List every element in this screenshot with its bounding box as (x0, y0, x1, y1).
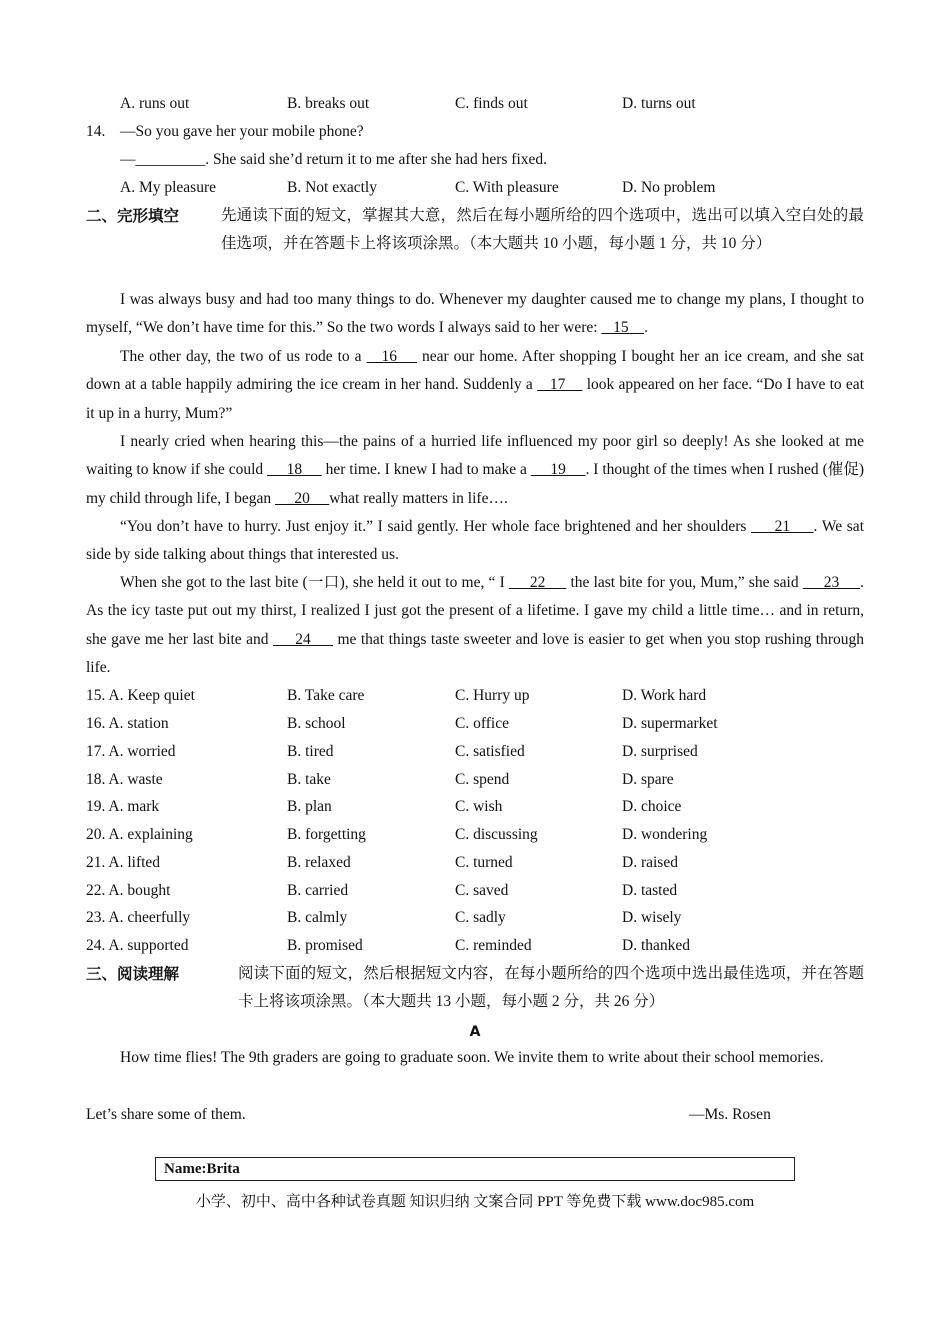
section2-instructions: 先通读下面的短文，掌握其大意，然后在每小题所给的四个选项中，选出可以填入空白处的最佳选项，并在答题卡上将该项涂黑。（本大题共 10 小题，每小题 1 分，共 10 分） (221, 207, 864, 253)
option-21-a: 21. A. lifted (86, 854, 161, 871)
option-24-d: D. thanked (622, 937, 691, 954)
blank-20: 20 (274, 489, 330, 507)
passage-paragraph-2 (86, 343, 864, 428)
q14-answer-blank: _________ (135, 151, 206, 168)
q14-answer-rest: . She said she’d return it to me after she had hers fixed. (205, 151, 548, 168)
option-16-d: D. supermarket (622, 715, 718, 732)
option-20-c: C. discussing (455, 826, 538, 843)
option-18-d: D. spare (622, 771, 674, 788)
p3-text-d: what really matters in life…. (329, 489, 508, 507)
reading-intro-text: How time flies! The 9th graders are going to graduate soon. We invite them to write about their school memories. (120, 1049, 824, 1066)
option-16-b: B. school (287, 715, 346, 732)
q13-option-b: B. breaks out (287, 95, 370, 112)
cloze-options-22 (0, 880, 950, 902)
option-15-b: B. Take care (287, 687, 365, 704)
section2-title: 二、完形填空 (86, 207, 180, 225)
q14-option-c: C. With pleasure (455, 179, 559, 196)
p5-text-c: . As the icy taste put out my thirst, I realized I just got the present of a lifetime. I gave my child a little time… and in return, she gave me her last bite and (86, 574, 864, 648)
q14-options (0, 177, 950, 199)
option-19-d: D. choice (622, 798, 682, 815)
cloze-options-21 (0, 852, 950, 874)
q14-option-b: B. Not exactly (287, 179, 377, 196)
blank-19: 19 (530, 461, 586, 479)
q14-option-a: A. My pleasure (120, 179, 216, 196)
blank-21: 21 (751, 518, 814, 535)
cloze-options-15 (0, 685, 950, 707)
option-22-b: B. carried (287, 882, 349, 899)
option-20-b: B. forgetting (287, 826, 366, 843)
q13-option-c: C. finds out (455, 95, 528, 112)
p2-text-c: look appeared on her face. “Do I have to eat it up in a hurry, Mum?” (86, 376, 864, 422)
p3-text-c: . I thought of the times when I rushed (催促) my child through life, I began (86, 461, 865, 507)
cloze-options-23 (0, 907, 950, 929)
q14-answer (120, 149, 547, 171)
p1-text-a: I was always busy and had too many things to do. Whenever my daughter caused me to change my plans, I thought to myself, “We don’t have time for this.” So the two words I always said to her were: (86, 291, 864, 337)
q14-answer-prefix: — (120, 151, 136, 168)
option-17-d: D. surprised (622, 743, 698, 760)
section3-title: 三、阅读理解 (86, 965, 180, 983)
option-17-a: 17. A. worried (86, 743, 176, 760)
option-24-b: B. promised (287, 937, 363, 954)
cloze-options-19 (0, 796, 950, 818)
option-15-c: C. Hurry up (455, 687, 530, 704)
option-16-a: 16. A. station (86, 715, 169, 732)
option-16-c: C. office (455, 715, 509, 732)
cloze-options-20 (0, 824, 950, 846)
option-17-c: C. satisfied (455, 743, 525, 760)
passage-paragraph-1 (86, 286, 864, 343)
blank-17: 17 (537, 376, 583, 394)
option-23-b: B. calmly (287, 909, 348, 926)
blank-22: 22 (508, 574, 567, 591)
p1-text-b: . (644, 319, 648, 337)
section3-instructions: 阅读下面的短文，然后根据短文内容，在每小题所给的四个选项中选出最佳选项，并在答题卡上将该项涂黑。（本大题共 13 小题，每小题 2 分，共 26 分） (238, 965, 864, 1011)
option-21-c: C. turned (455, 854, 513, 871)
passage-paragraph-4 (86, 513, 864, 570)
p4-text-b: . We sat side by side talking about things that interested us. (86, 518, 864, 564)
signature: —Ms. Rosen (689, 1106, 771, 1123)
p3-text-a: I nearly cried when hearing this—the pains of a hurried life influenced my poor girl so deeply! As she looked at me waiting to know if she could (86, 433, 864, 479)
passage-paragraph-5 (86, 569, 864, 683)
option-20-a: 20. A. explaining (86, 826, 193, 843)
share-line: Let’s share some of them. (86, 1106, 246, 1123)
option-20-d: D. wondering (622, 826, 708, 843)
option-21-b: B. relaxed (287, 854, 351, 871)
p3-text-b: her time. I knew I had to make a (321, 461, 531, 479)
q14-option-d: D. No problem (622, 179, 716, 196)
option-22-a: 22. A. bought (86, 882, 171, 899)
q13-options (0, 93, 950, 115)
cloze-options-17 (0, 741, 950, 763)
blank-16: 16 (366, 348, 418, 365)
q14-question: —So you gave her your mobile phone? (120, 123, 364, 140)
p2-text-a: The other day, the two of us rode to a (120, 348, 367, 365)
q13-option-d: D. turns out (622, 95, 696, 112)
option-19-c: C. wish (455, 798, 503, 815)
option-24-c: C. reminded (455, 937, 532, 954)
p5-text-a: When she got to the last bite (一口), she held it out to me, “ I (120, 574, 509, 591)
cloze-options-24 (0, 935, 950, 957)
blank-23: 23 (802, 574, 861, 591)
q13-option-a: A. runs out (120, 95, 190, 112)
option-18-b: B. take (287, 771, 331, 788)
page-footer: 小学、初中、高中各种试卷真题 知识归纳 文案合同 PPT 等免费下载 www.doc985.com (195, 1194, 755, 1210)
option-19-a: 19. A. mark (86, 798, 160, 815)
p5-text-b: the last bite for you, Mum,” she said (566, 574, 803, 591)
option-18-c: C. spend (455, 771, 510, 788)
option-15-a: 15. A. Keep quiet (86, 687, 195, 704)
name-table-header (155, 1157, 795, 1181)
option-24-a: 24. A. supported (86, 937, 189, 954)
blank-24: 24 (272, 630, 334, 648)
option-23-c: C. sadly (455, 909, 506, 926)
option-23-d: D. wisely (622, 909, 682, 926)
cloze-options-16 (0, 713, 950, 735)
option-17-b: B. tired (287, 743, 334, 760)
reading-intro (86, 1044, 864, 1072)
p5-text-d: me that things taste sweeter and love is easier to get when you stop rushing through life. (86, 630, 865, 677)
option-23-a: 23. A. cheerfully (86, 909, 191, 926)
passage-paragraph-3 (86, 428, 864, 513)
cloze-options-18 (0, 769, 950, 791)
p2-text-b: near our home. After shopping I bought her an ice cream, and she sat down at a table happily admiring the ice cream in her hand. Suddenly a (86, 348, 864, 394)
option-18-a: 18. A. waste (86, 771, 163, 788)
blank-18: 18 (267, 461, 322, 479)
q14-number: 14. (86, 123, 106, 140)
option-21-d: D. raised (622, 854, 678, 871)
name-label: Name:Brita (164, 1161, 240, 1177)
option-22-d: D. tasted (622, 882, 678, 899)
option-15-d: D. Work hard (622, 687, 707, 704)
p4-text-a: “You don’t have to hurry. Just enjoy it.” I said gently. Her whole face brightened and her shoulders (120, 518, 752, 535)
option-22-c: C. saved (455, 882, 509, 899)
option-19-b: B. plan (287, 798, 332, 815)
blank-15: 15 (601, 319, 645, 337)
part-a-label: A (469, 1024, 481, 1040)
